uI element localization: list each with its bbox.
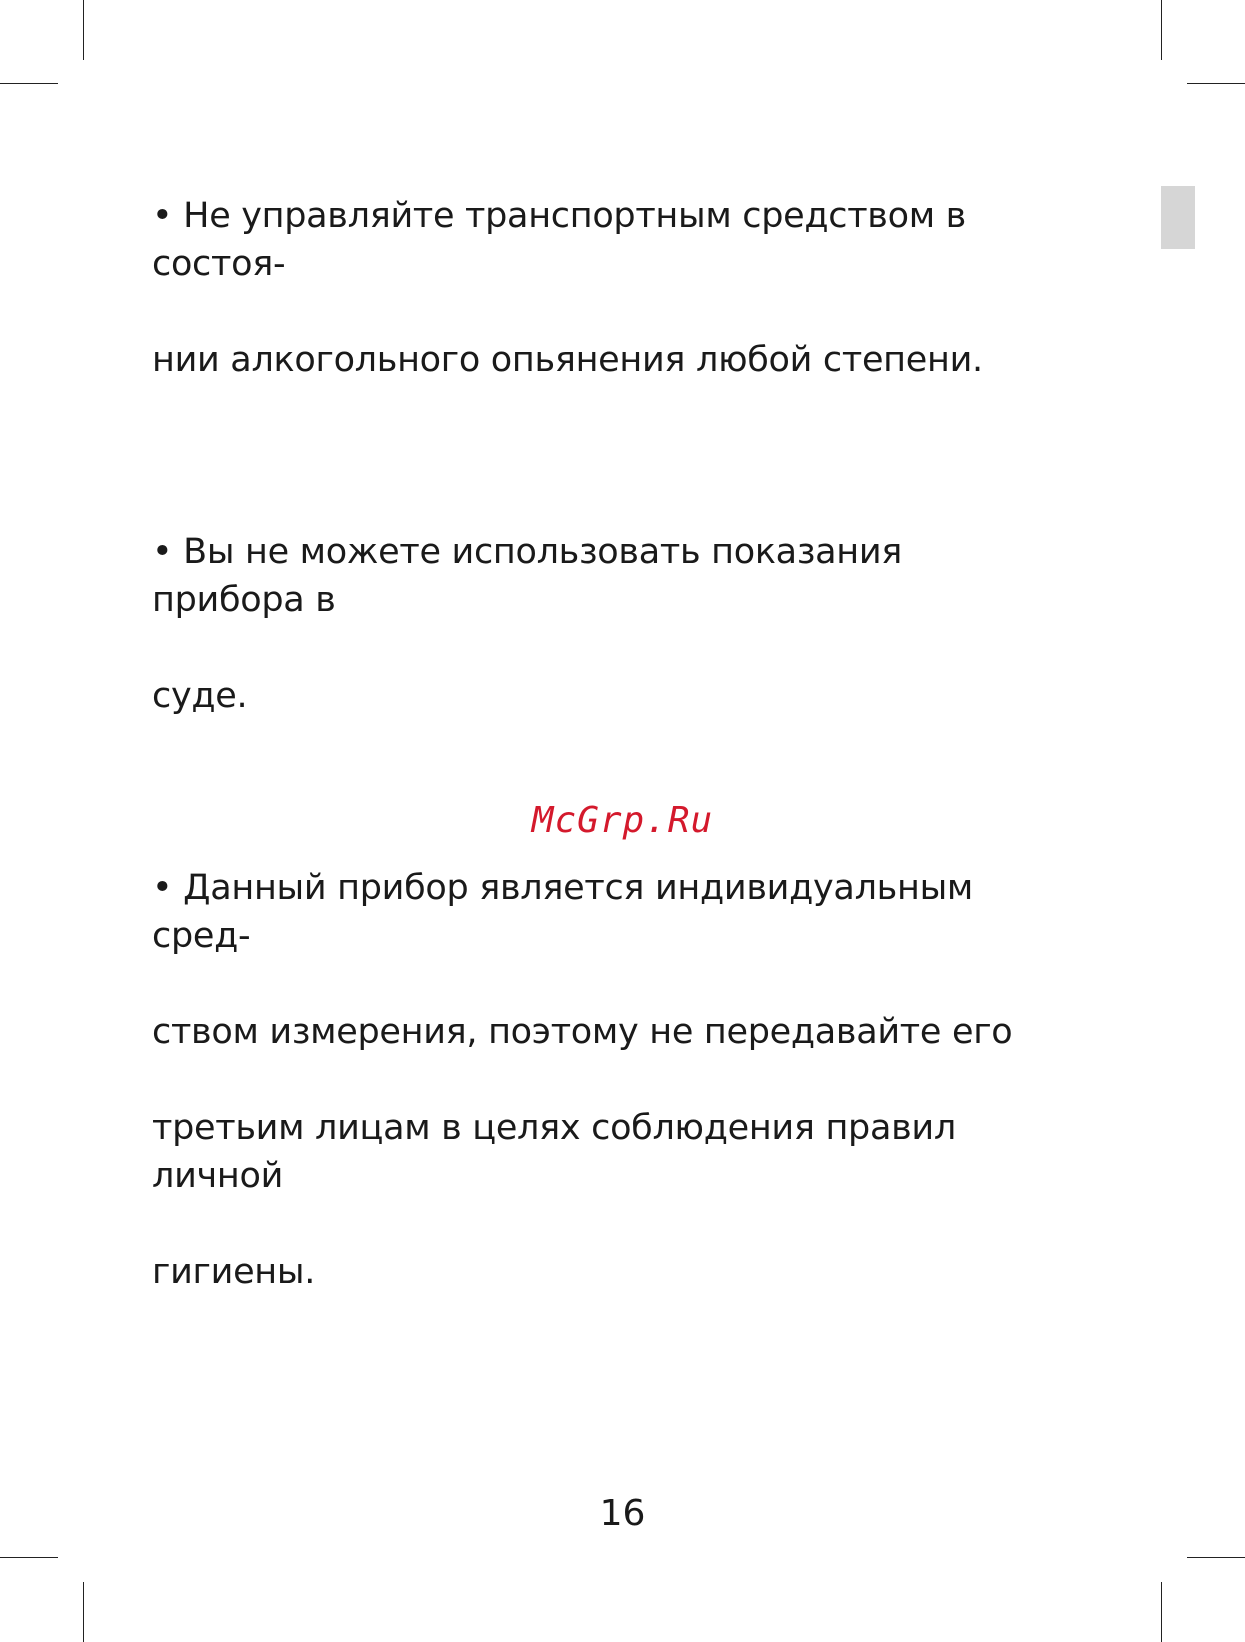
paragraph-hygiene-warning (152, 816, 1062, 1344)
crop-mark-top-right-horizontal (1187, 83, 1245, 84)
paragraph-line: • Не управляйте транспортным средством в состоя- (152, 196, 967, 284)
paragraph-line: нии алкогольного опьянения любой степени. (152, 340, 983, 380)
paragraph-line: • Данный прибор является индивидуальным сред- (152, 868, 974, 956)
paragraph-court-warning (152, 480, 1062, 768)
page-number: 16 (599, 1493, 646, 1534)
paragraph-driving-warning (152, 144, 1062, 432)
crop-mark-top-right-vertical (1161, 0, 1162, 60)
paragraph-line: ством измерения, поэтому не передавайте его (152, 1012, 1013, 1052)
crop-mark-bottom-left-vertical (83, 1582, 84, 1642)
paragraph-line: гигиены. (152, 1252, 316, 1292)
crop-mark-bottom-right-horizontal (1187, 1557, 1245, 1558)
crop-mark-top-left-vertical (83, 0, 84, 60)
watermark: McGrp.Ru (531, 800, 714, 841)
paragraph-line: суде. (152, 676, 248, 716)
page-content (152, 144, 1062, 1392)
crop-mark-top-left-horizontal (0, 83, 58, 84)
section-tab-marker (1161, 186, 1195, 249)
paragraph-line: • Вы не можете использовать показания прибора в (152, 532, 903, 620)
paragraph-line: третьим лицам в целях соблюдения правил личной (152, 1108, 956, 1196)
crop-mark-bottom-right-vertical (1161, 1582, 1162, 1642)
crop-mark-bottom-left-horizontal (0, 1557, 58, 1558)
